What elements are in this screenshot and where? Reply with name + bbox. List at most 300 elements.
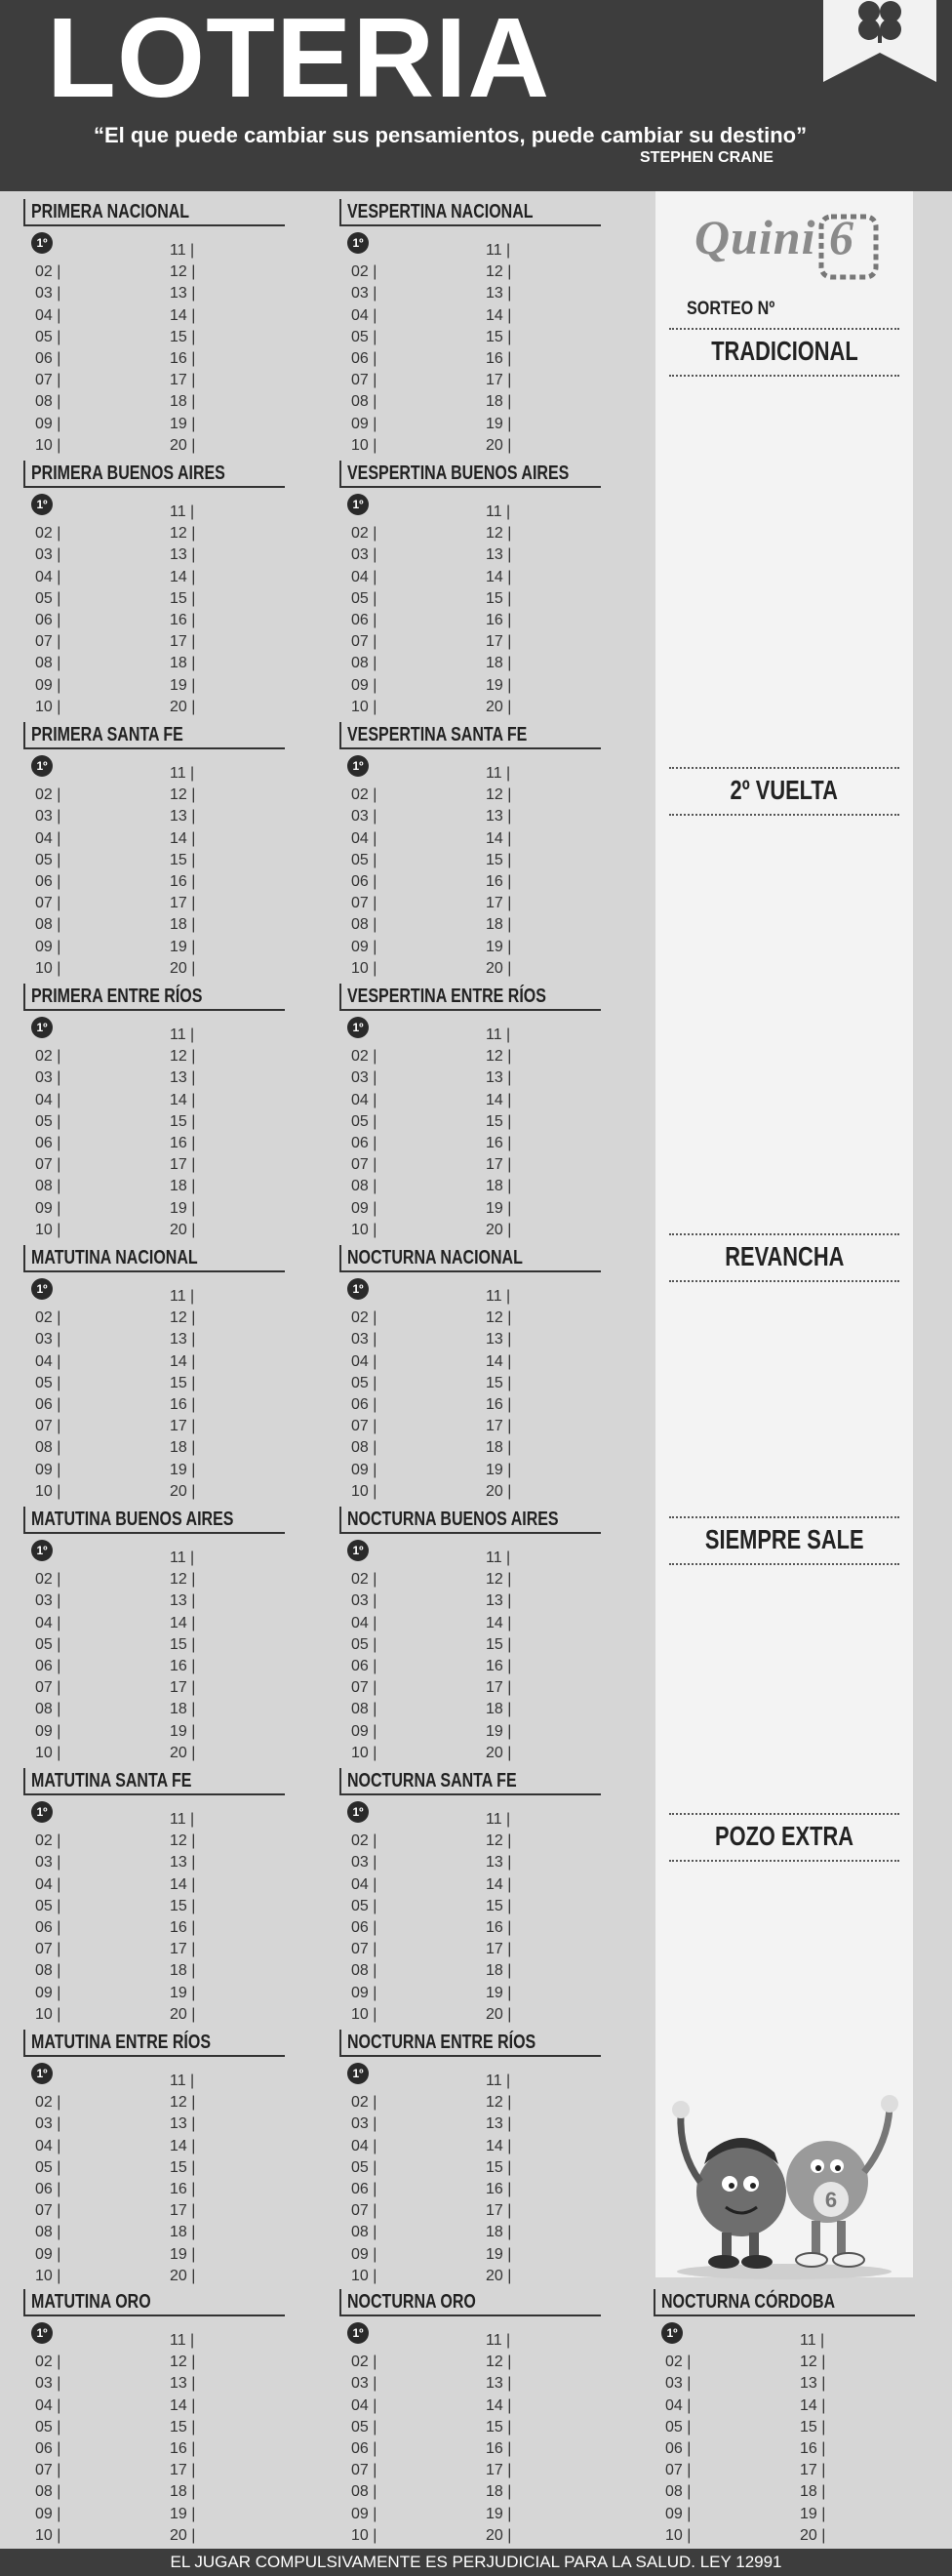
first-place-badge: 1º bbox=[31, 1017, 53, 1038]
position-number: 19 | bbox=[170, 1461, 196, 1478]
position-number: 15 | bbox=[486, 851, 512, 868]
draw-block-title: VESPERTINA ENTRE RÍOS bbox=[347, 986, 546, 1007]
draw-block bbox=[23, 1245, 283, 1505]
position-number: 11 | bbox=[800, 2332, 825, 2349]
position-number: 05 | bbox=[351, 1635, 377, 1653]
badge-row-spacer bbox=[351, 1286, 449, 1308]
left-number-column bbox=[665, 2330, 763, 2547]
position-number: 02 | bbox=[35, 2094, 61, 2112]
position-number: 10 | bbox=[351, 1482, 377, 1500]
position-number: 02 | bbox=[351, 1832, 377, 1850]
badge-row-spacer bbox=[351, 502, 449, 523]
position-number: 05 | bbox=[351, 2418, 377, 2435]
position-number: 14 | bbox=[486, 1091, 512, 1108]
position-number: 16 | bbox=[486, 2439, 512, 2457]
badge-row-spacer bbox=[35, 2071, 133, 2092]
position-number: 12 | bbox=[170, 1048, 196, 1066]
position-number: 11 | bbox=[486, 2073, 511, 2089]
position-number: 13 | bbox=[486, 808, 512, 825]
position-number: 14 | bbox=[486, 829, 512, 847]
position-number: 20 | bbox=[486, 2005, 512, 2023]
position-number: 09 | bbox=[35, 1461, 61, 1478]
left-number-column bbox=[35, 1025, 133, 1241]
position-number: 09 | bbox=[35, 938, 61, 955]
position-number: 05 | bbox=[351, 1374, 377, 1391]
position-number: 08 | bbox=[35, 1439, 61, 1457]
position-number: 12 | bbox=[486, 2354, 512, 2371]
position-number: 04 | bbox=[665, 2396, 692, 2414]
position-number: 05 | bbox=[35, 1374, 61, 1391]
position-number: 09 | bbox=[351, 1984, 377, 2001]
right-number-column bbox=[486, 763, 583, 980]
position-number: 17 | bbox=[170, 1156, 196, 1174]
left-number-column bbox=[35, 763, 133, 980]
position-number: 11 | bbox=[486, 1288, 511, 1305]
draw-block bbox=[654, 2289, 913, 2549]
first-place-badge: 1º bbox=[31, 1540, 53, 1561]
position-number: 16 | bbox=[170, 349, 196, 367]
position-number: 15 | bbox=[486, 1897, 512, 1914]
position-number: 17 | bbox=[486, 1418, 512, 1435]
position-number: 02 | bbox=[35, 1832, 61, 1850]
left-number-column bbox=[351, 1025, 449, 1241]
position-number: 11 | bbox=[486, 242, 511, 259]
badge-row-spacer bbox=[35, 763, 133, 785]
draw-block-header bbox=[23, 2289, 285, 2316]
position-number: 12 | bbox=[170, 1832, 196, 1850]
position-number: 19 | bbox=[170, 1722, 196, 1740]
position-number: 15 | bbox=[170, 1112, 196, 1130]
position-number: 07 | bbox=[35, 1156, 61, 1174]
quote-author: STEPHEN CRANE bbox=[640, 149, 774, 166]
position-number: 17 | bbox=[170, 1941, 196, 1958]
position-number: 18 | bbox=[486, 1701, 512, 1718]
position-number: 20 | bbox=[486, 436, 512, 454]
position-number: 07 | bbox=[351, 2462, 377, 2479]
draw-block-title: PRIMERA NACIONAL bbox=[31, 201, 190, 222]
position-number: 02 | bbox=[351, 1048, 377, 1066]
position-number: 17 | bbox=[486, 2202, 512, 2220]
position-number: 15 | bbox=[486, 1374, 512, 1391]
draw-block-header bbox=[654, 2289, 915, 2316]
position-number: 14 | bbox=[486, 1614, 512, 1631]
position-number: 12 | bbox=[170, 2094, 196, 2112]
position-number: 05 | bbox=[351, 851, 377, 868]
position-number: 12 | bbox=[486, 1309, 512, 1327]
draw-block-title: MATUTINA SANTA FE bbox=[31, 1770, 192, 1791]
position-number: 05 | bbox=[35, 851, 61, 868]
draw-block-header bbox=[23, 722, 285, 749]
left-number-column bbox=[351, 2330, 449, 2547]
position-number: 04 | bbox=[351, 1875, 377, 1893]
draw-block-title: MATUTINA NACIONAL bbox=[31, 1247, 198, 1268]
position-number: 09 | bbox=[351, 1722, 377, 1740]
position-number: 12 | bbox=[486, 1832, 512, 1850]
position-number: 18 | bbox=[170, 1439, 196, 1457]
position-number: 08 | bbox=[35, 393, 61, 411]
badge-row-spacer bbox=[35, 240, 133, 262]
position-number: 14 | bbox=[170, 2137, 196, 2154]
position-number: 13 | bbox=[170, 1069, 196, 1087]
position-number: 08 | bbox=[665, 2483, 692, 2501]
position-number: 09 | bbox=[351, 938, 377, 955]
right-number-column bbox=[170, 1809, 267, 2026]
position-number: 10 | bbox=[35, 2267, 61, 2284]
position-number: 10 | bbox=[351, 698, 377, 715]
position-number: 11 | bbox=[170, 2332, 195, 2349]
position-number: 17 | bbox=[486, 372, 512, 389]
section-label: SIEMPRE SALE bbox=[704, 1524, 864, 1554]
position-number: 10 | bbox=[35, 959, 61, 977]
position-number: 04 | bbox=[351, 1352, 377, 1370]
position-number: 14 | bbox=[486, 2396, 512, 2414]
position-number: 18 | bbox=[170, 2224, 196, 2241]
position-number: 14 | bbox=[486, 2137, 512, 2154]
position-number: 05 | bbox=[35, 1112, 61, 1130]
position-number: 07 | bbox=[351, 2202, 377, 2220]
position-number: 14 | bbox=[170, 1352, 196, 1370]
position-number: 18 | bbox=[486, 916, 512, 934]
draw-block-title: MATUTINA BUENOS AIRES bbox=[31, 1509, 234, 1530]
position-number: 20 | bbox=[486, 2267, 512, 2284]
position-number: 10 | bbox=[351, 1744, 377, 1761]
badge-row-spacer bbox=[351, 2071, 449, 2092]
position-number: 03 | bbox=[351, 1592, 377, 1610]
position-number: 02 | bbox=[351, 2354, 377, 2371]
position-number: 12 | bbox=[170, 786, 196, 804]
position-number: 02 | bbox=[665, 2354, 692, 2371]
position-number: 19 | bbox=[486, 1722, 512, 1740]
position-number: 11 | bbox=[170, 765, 195, 782]
position-number: 05 | bbox=[351, 1112, 377, 1130]
first-place-badge: 1º bbox=[347, 1801, 369, 1823]
position-number: 20 | bbox=[170, 1221, 196, 1238]
position-number: 04 | bbox=[351, 2137, 377, 2154]
position-number: 16 | bbox=[170, 611, 196, 628]
right-number-column bbox=[800, 2330, 897, 2547]
position-number: 07 | bbox=[35, 633, 61, 651]
position-number: 15 | bbox=[486, 2418, 512, 2435]
position-number: 14 | bbox=[486, 1875, 512, 1893]
position-number: 19 | bbox=[486, 2505, 512, 2522]
position-number: 09 | bbox=[35, 2245, 61, 2263]
draw-block bbox=[339, 199, 599, 459]
position-number: 04 | bbox=[351, 568, 377, 585]
position-number: 20 | bbox=[170, 1744, 196, 1761]
position-number: 03 | bbox=[351, 1069, 377, 1087]
first-place-badge: 1º bbox=[31, 232, 53, 254]
position-number: 14 | bbox=[486, 568, 512, 585]
position-number: 02 | bbox=[351, 1571, 377, 1589]
position-number: 02 | bbox=[351, 2094, 377, 2112]
position-number: 05 | bbox=[665, 2418, 692, 2435]
position-number: 06 | bbox=[35, 1134, 61, 1151]
right-number-column bbox=[486, 1025, 583, 1241]
position-number: 12 | bbox=[170, 1309, 196, 1327]
badge-row-spacer bbox=[351, 240, 449, 262]
position-number: 13 | bbox=[486, 1854, 512, 1872]
position-number: 10 | bbox=[351, 959, 377, 977]
badge-row-spacer bbox=[35, 1548, 133, 1569]
position-number: 04 | bbox=[35, 1352, 61, 1370]
position-number: 16 | bbox=[486, 872, 512, 890]
position-number: 11 | bbox=[486, 765, 511, 782]
position-number: 11 | bbox=[486, 503, 511, 520]
position-number: 17 | bbox=[170, 372, 196, 389]
position-number: 06 | bbox=[35, 1395, 61, 1413]
position-number: 14 | bbox=[170, 568, 196, 585]
position-number: 06 | bbox=[35, 611, 61, 628]
position-number: 19 | bbox=[170, 2245, 196, 2263]
position-number: 06 | bbox=[351, 349, 377, 367]
position-number: 13 | bbox=[486, 2375, 512, 2393]
position-number: 18 | bbox=[486, 1178, 512, 1195]
position-number: 03 | bbox=[35, 546, 61, 564]
draw-block-header bbox=[339, 1507, 601, 1534]
position-number: 03 | bbox=[351, 2375, 377, 2393]
position-number: 13 | bbox=[170, 1331, 196, 1348]
left-number-column bbox=[351, 2071, 449, 2287]
position-number: 15 | bbox=[170, 1635, 196, 1653]
quini6-panel bbox=[655, 191, 913, 2277]
position-number: 14 | bbox=[170, 1614, 196, 1631]
right-number-column bbox=[486, 240, 583, 457]
quini6-mascots-illustration bbox=[661, 2084, 907, 2279]
draw-block-title: NOCTURNA NACIONAL bbox=[347, 1247, 523, 1268]
position-number: 19 | bbox=[486, 2245, 512, 2263]
position-number: 10 | bbox=[351, 2267, 377, 2284]
position-number: 05 | bbox=[35, 2418, 61, 2435]
position-number: 14 | bbox=[170, 829, 196, 847]
draw-block-title: MATUTINA ORO bbox=[31, 2291, 151, 2313]
position-number: 08 | bbox=[351, 393, 377, 411]
position-number: 03 | bbox=[35, 2115, 61, 2133]
badge-row-spacer bbox=[351, 2330, 449, 2352]
position-number: 03 | bbox=[351, 546, 377, 564]
position-number: 20 | bbox=[800, 2526, 826, 2544]
position-number: 17 | bbox=[170, 1679, 196, 1697]
position-number: 02 | bbox=[35, 786, 61, 804]
position-number: 14 | bbox=[170, 1091, 196, 1108]
position-number: 12 | bbox=[486, 1571, 512, 1589]
draw-block-header bbox=[23, 1507, 285, 1534]
position-number: 20 | bbox=[486, 1221, 512, 1238]
position-number: 02 | bbox=[351, 786, 377, 804]
draw-block-header bbox=[339, 2289, 601, 2316]
position-number: 06 | bbox=[351, 1918, 377, 1936]
position-number: 11 | bbox=[486, 2332, 511, 2349]
position-number: 11 | bbox=[170, 1026, 195, 1043]
position-number: 03 | bbox=[35, 285, 61, 302]
draw-block bbox=[339, 1768, 599, 2028]
position-number: 08 | bbox=[351, 1178, 377, 1195]
position-number: 03 | bbox=[351, 808, 377, 825]
right-number-column bbox=[486, 1548, 583, 1764]
position-number: 20 | bbox=[486, 1744, 512, 1761]
section-label: 2º VUELTA bbox=[730, 775, 839, 805]
first-place-badge: 1º bbox=[347, 232, 369, 254]
position-number: 05 | bbox=[351, 589, 377, 607]
draw-block bbox=[23, 1507, 283, 1766]
position-number: 19 | bbox=[170, 1199, 196, 1217]
draw-block-title: PRIMERA ENTRE RÍOS bbox=[31, 986, 203, 1007]
position-number: 17 | bbox=[486, 2462, 512, 2479]
position-number: 14 | bbox=[800, 2396, 826, 2414]
position-number: 17 | bbox=[486, 633, 512, 651]
position-number: 04 | bbox=[35, 1614, 61, 1631]
draw-block bbox=[339, 984, 599, 1243]
position-number: 19 | bbox=[486, 1984, 512, 2001]
position-number: 09 | bbox=[351, 1461, 377, 1478]
position-number: 10 | bbox=[35, 1221, 61, 1238]
left-number-column bbox=[35, 240, 133, 457]
draw-block-title: NOCTURNA CÓRDOBA bbox=[661, 2291, 836, 2313]
position-number: 14 | bbox=[170, 2396, 196, 2414]
position-number: 10 | bbox=[351, 2005, 377, 2023]
left-number-column bbox=[351, 763, 449, 980]
position-number: 03 | bbox=[351, 2115, 377, 2133]
position-number: 09 | bbox=[35, 676, 61, 694]
position-number: 11 | bbox=[170, 1811, 195, 1828]
position-number: 15 | bbox=[170, 589, 196, 607]
draw-block-header bbox=[23, 2030, 285, 2057]
first-place-badge: 1º bbox=[347, 755, 369, 777]
position-number: 03 | bbox=[35, 1069, 61, 1087]
position-number: 17 | bbox=[170, 1418, 196, 1435]
right-number-column bbox=[486, 2330, 583, 2547]
position-number: 17 | bbox=[486, 1679, 512, 1697]
position-number: 18 | bbox=[486, 393, 512, 411]
position-number: 20 | bbox=[170, 436, 196, 454]
position-number: 12 | bbox=[486, 525, 512, 543]
position-number: 08 | bbox=[351, 2483, 377, 2501]
first-place-badge: 1º bbox=[661, 2322, 683, 2344]
position-number: 08 | bbox=[351, 655, 377, 672]
position-number: 16 | bbox=[486, 2180, 512, 2197]
position-number: 15 | bbox=[486, 1112, 512, 1130]
position-number: 18 | bbox=[170, 393, 196, 411]
position-number: 10 | bbox=[35, 1482, 61, 1500]
position-number: 17 | bbox=[486, 1941, 512, 1958]
left-number-column bbox=[35, 2071, 133, 2287]
right-number-column bbox=[170, 502, 267, 718]
position-number: 16 | bbox=[486, 1657, 512, 1674]
first-place-badge: 1º bbox=[31, 755, 53, 777]
position-number: 02 | bbox=[35, 1309, 61, 1327]
position-number: 11 | bbox=[170, 503, 195, 520]
position-number: 19 | bbox=[170, 415, 196, 432]
position-number: 13 | bbox=[170, 285, 196, 302]
position-number: 08 | bbox=[35, 916, 61, 934]
position-number: 13 | bbox=[170, 808, 196, 825]
position-number: 15 | bbox=[486, 2158, 512, 2176]
position-number: 10 | bbox=[351, 2526, 377, 2544]
position-number: 05 | bbox=[351, 1897, 377, 1914]
position-number: 09 | bbox=[35, 1722, 61, 1740]
position-number: 17 | bbox=[486, 1156, 512, 1174]
draw-block-title: NOCTURNA SANTA FE bbox=[347, 1770, 517, 1791]
position-number: 12 | bbox=[486, 786, 512, 804]
position-number: 17 | bbox=[170, 633, 196, 651]
position-number: 07 | bbox=[665, 2462, 692, 2479]
position-number: 15 | bbox=[800, 2418, 826, 2435]
position-number: 02 | bbox=[35, 2354, 61, 2371]
badge-row-spacer bbox=[351, 1548, 449, 1569]
draw-block-header bbox=[23, 461, 285, 488]
draw-block bbox=[23, 2030, 283, 2289]
right-number-column bbox=[170, 1548, 267, 1764]
position-number: 07 | bbox=[351, 1418, 377, 1435]
position-number: 20 | bbox=[486, 1482, 512, 1500]
position-number: 07 | bbox=[351, 895, 377, 912]
left-number-column bbox=[35, 2330, 133, 2547]
position-number: 12 | bbox=[800, 2354, 826, 2371]
header-quote: “El que puede cambiar sus pensamientos, puede cambiar su destino” bbox=[94, 123, 808, 147]
position-number: 13 | bbox=[486, 1069, 512, 1087]
position-number: 15 | bbox=[170, 328, 196, 345]
position-number: 08 | bbox=[35, 2483, 61, 2501]
position-number: 18 | bbox=[170, 1701, 196, 1718]
position-number: 07 | bbox=[35, 2462, 61, 2479]
position-number: 04 | bbox=[351, 1614, 377, 1631]
position-number: 06 | bbox=[35, 2439, 61, 2457]
section-label: REVANCHA bbox=[724, 1241, 845, 1271]
position-number: 13 | bbox=[170, 1854, 196, 1872]
badge-row-spacer bbox=[35, 1025, 133, 1046]
left-number-column bbox=[351, 1548, 449, 1764]
first-place-badge: 1º bbox=[31, 1801, 53, 1823]
position-number: 03 | bbox=[35, 1592, 61, 1610]
left-number-column bbox=[35, 1809, 133, 2026]
position-number: 03 | bbox=[665, 2375, 692, 2393]
draw-block-header bbox=[23, 984, 285, 1011]
position-number: 10 | bbox=[35, 698, 61, 715]
clover-ribbon-icon bbox=[823, 0, 936, 82]
position-number: 18 | bbox=[486, 655, 512, 672]
left-number-column bbox=[35, 1548, 133, 1764]
svg-text:6: 6 bbox=[824, 2188, 838, 2212]
position-number: 07 | bbox=[351, 1941, 377, 1958]
position-number: 19 | bbox=[170, 938, 196, 955]
position-number: 15 | bbox=[170, 2158, 196, 2176]
position-number: 09 | bbox=[35, 1199, 61, 1217]
section-tradicional bbox=[669, 328, 899, 377]
position-number: 03 | bbox=[351, 1854, 377, 1872]
position-number: 06 | bbox=[35, 349, 61, 367]
position-number: 12 | bbox=[170, 525, 196, 543]
position-number: 09 | bbox=[35, 2505, 61, 2522]
position-number: 15 | bbox=[170, 1374, 196, 1391]
position-number: 10 | bbox=[351, 1221, 377, 1238]
first-place-badge: 1º bbox=[347, 2322, 369, 2344]
position-number: 10 | bbox=[35, 1744, 61, 1761]
position-number: 15 | bbox=[486, 328, 512, 345]
position-number: 20 | bbox=[170, 2267, 196, 2284]
badge-row-spacer bbox=[35, 2330, 133, 2352]
position-number: 09 | bbox=[351, 1199, 377, 1217]
first-place-badge: 1º bbox=[31, 494, 53, 515]
right-number-column bbox=[170, 763, 267, 980]
first-place-badge: 1º bbox=[347, 1017, 369, 1038]
position-number: 16 | bbox=[486, 1918, 512, 1936]
position-number: 05 | bbox=[351, 328, 377, 345]
position-number: 11 | bbox=[170, 1550, 195, 1566]
left-number-column bbox=[351, 1809, 449, 2026]
position-number: 10 | bbox=[35, 436, 61, 454]
position-number: 19 | bbox=[170, 1984, 196, 2001]
draw-block-header bbox=[339, 722, 601, 749]
position-number: 17 | bbox=[170, 2202, 196, 2220]
